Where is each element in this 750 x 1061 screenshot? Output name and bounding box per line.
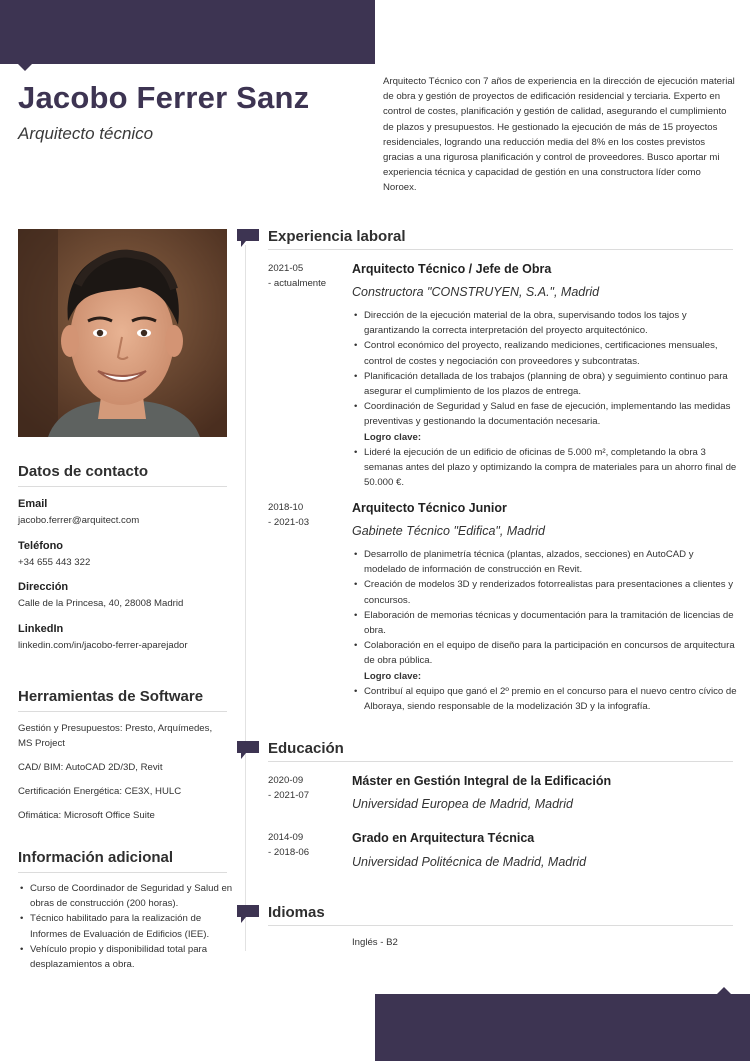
key-achievement: • Lideré la ejecución de un edificio de oficinas de 5.000 m², completando la obra 3 semanas antes del plazo y optimizando la compra de materiales para un ahorro final de 50.000 €.: [352, 445, 737, 491]
key-achievement-label: Logro clave:: [364, 431, 422, 443]
languages-heading: Idiomas: [268, 904, 325, 921]
phone-label: Teléfono: [18, 540, 64, 552]
email-value[interactable]: jacobo.ferrer@arquitect.com: [18, 515, 140, 526]
additional-heading: Información adicional: [18, 849, 174, 866]
job-role: Arquitecto Técnico Junior: [352, 501, 507, 515]
bookmark-flag-icon: [237, 229, 259, 247]
education-heading: Educación: [268, 740, 344, 757]
edu-school: Universidad Politécnica de Madrid, Madrid: [352, 855, 587, 869]
experience-divider: [268, 249, 733, 250]
address-label: Dirección: [18, 581, 69, 593]
edu-school: Universidad Europea de Madrid, Madrid: [352, 797, 573, 811]
contact-divider: [18, 486, 227, 487]
edu-date-start: 2014-09: [268, 832, 304, 843]
tool-item: Ofimática: Microsoft Office Suite: [18, 810, 155, 821]
job-bullets: [352, 308, 737, 490]
list-item: • Elaboración de memorias técnicas y documentación para la tramitación de licencias de obra.: [352, 608, 737, 638]
candidate-title: Arquitecto técnico: [18, 124, 154, 143]
language-item: Inglés - B2: [352, 937, 398, 948]
job-role: Arquitecto Técnico / Jefe de Obra: [352, 262, 552, 276]
contact-heading: Datos de contacto: [18, 463, 149, 480]
edu-degree: Máster en Gestión Integral de la Edificación: [352, 774, 612, 788]
linkedin-label: LinkedIn: [18, 623, 64, 635]
list-item: • Colaboración en el equipo de diseño para la participación en concursos de arquitectura de obra pública.: [352, 638, 737, 668]
header-band: [0, 0, 375, 64]
header-band-notch: [18, 64, 32, 71]
profile-summary: Arquitecto Técnico con 7 años de experiencia en la dirección de ejecución material de obra y gestión de proyectos de edificación residencial y terciaria. Experto en control de costes, planificación y gestión de calidad, asegurando el cumplimiento de plazos y presupuestos. He gestionado la ejecución de más de 15 proyectos residenciales, logrando una reducción media del 8% en los costes previstos gracias a una rigurosa planificación y control de proveedores. Busco aportar mi experiencia técnica y capacidad de gestión en una constructora líder como Noroex.: [383, 76, 735, 194]
experience-heading: Experiencia laboral: [268, 228, 406, 245]
portrait-illustration: [18, 229, 227, 437]
job-company: Constructora "CONSTRUYEN, S.A.", Madrid: [352, 285, 600, 299]
edu-date-start: 2020-09: [268, 775, 304, 786]
profile-photo: [18, 229, 227, 437]
job-date-end: - 2021-03: [268, 517, 310, 528]
edu-date-end: - 2021-07: [268, 790, 310, 801]
job-date-start: 2018-10: [268, 502, 304, 513]
candidate-name: Jacobo Ferrer Sanz: [18, 80, 310, 115]
edu-date-end: - 2018-06: [268, 847, 310, 858]
bookmark-flag-icon: [237, 905, 259, 923]
bookmark-flag-icon: [237, 741, 259, 759]
tools-heading: Herramientas de Software: [18, 688, 204, 705]
list-item: • Vehículo propio y disponibilidad total para desplazamientos a obra.: [18, 942, 233, 972]
job-date-start: 2021-05: [268, 263, 304, 274]
job-date-end: - actualmente: [268, 278, 327, 289]
job-company: Gabinete Técnico "Edifica", Madrid: [352, 524, 545, 538]
email-label: Email: [18, 498, 48, 510]
list-item: • Control económico del proyecto, realizando mediciones, certificaciones mensuales, control de costes y negociación con proveedores y subcontratas.: [352, 338, 737, 368]
linkedin-value[interactable]: linkedin.com/in/jacobo-ferrer-aparejador: [18, 640, 188, 651]
phone-value: +34 655 443 322: [18, 557, 91, 568]
list-item: • Desarrollo de planimetría técnica (plantas, alzados, secciones) en AutoCAD y modelado de información de construcción en Revit.: [352, 547, 737, 577]
additional-divider: [18, 872, 227, 873]
list-item: • Técnico habilitado para la realización de Informes de Evaluación de Edificios (IEE).: [18, 911, 233, 941]
tool-item: CAD/ BIM: AutoCAD 2D/3D, Revit: [18, 762, 163, 773]
address-value: Calle de la Princesa, 40, 28008 Madrid: [18, 598, 184, 609]
additional-list: [18, 881, 233, 972]
list-item: • Coordinación de Seguridad y Salud en fase de ejecución, implementando las medidas preventivas y gestionando la documentación necesaria.: [352, 399, 737, 429]
footer-band-notch: [717, 987, 731, 994]
list-item: • Planificación detallada de los trabajos (planning de obra) y seguimiento continuo para asegurar el cumplimiento de los plazos de entrega.: [352, 369, 737, 399]
edu-degree: Grado en Arquitectura Técnica: [352, 831, 535, 845]
key-achievement-label: Logro clave:: [364, 670, 422, 682]
key-achievement: • Contribuí al equipo que ganó el 2º premio en el concurso para el nuevo centro cívico de Alboraya, siendo responsable de la modelización 3D y la infografía.: [352, 684, 737, 714]
job-bullets: [352, 547, 737, 714]
list-item: • Dirección de la ejecución material de la obra, supervisando todos los tajos y garantizando la correcta interpretación del proyecto arquitectónico.: [352, 308, 737, 338]
tools-divider: [18, 711, 227, 712]
list-item: • Creación de modelos 3D y renderizados fotorrealistas para presentaciones a clientes y concursos.: [352, 577, 737, 607]
tool-item: Certificación Energética: CE3X, HULC: [18, 786, 182, 797]
tool-item: Gestión y Presupuestos: Presto, Arquímedes, MS Project: [18, 723, 213, 749]
timeline-line: [245, 245, 246, 951]
footer-band: [375, 994, 750, 1061]
education-divider: [268, 761, 733, 762]
list-item: • Curso de Coordinador de Seguridad y Salud en obras de construcción (200 horas).: [18, 881, 233, 911]
languages-divider: [268, 925, 733, 926]
